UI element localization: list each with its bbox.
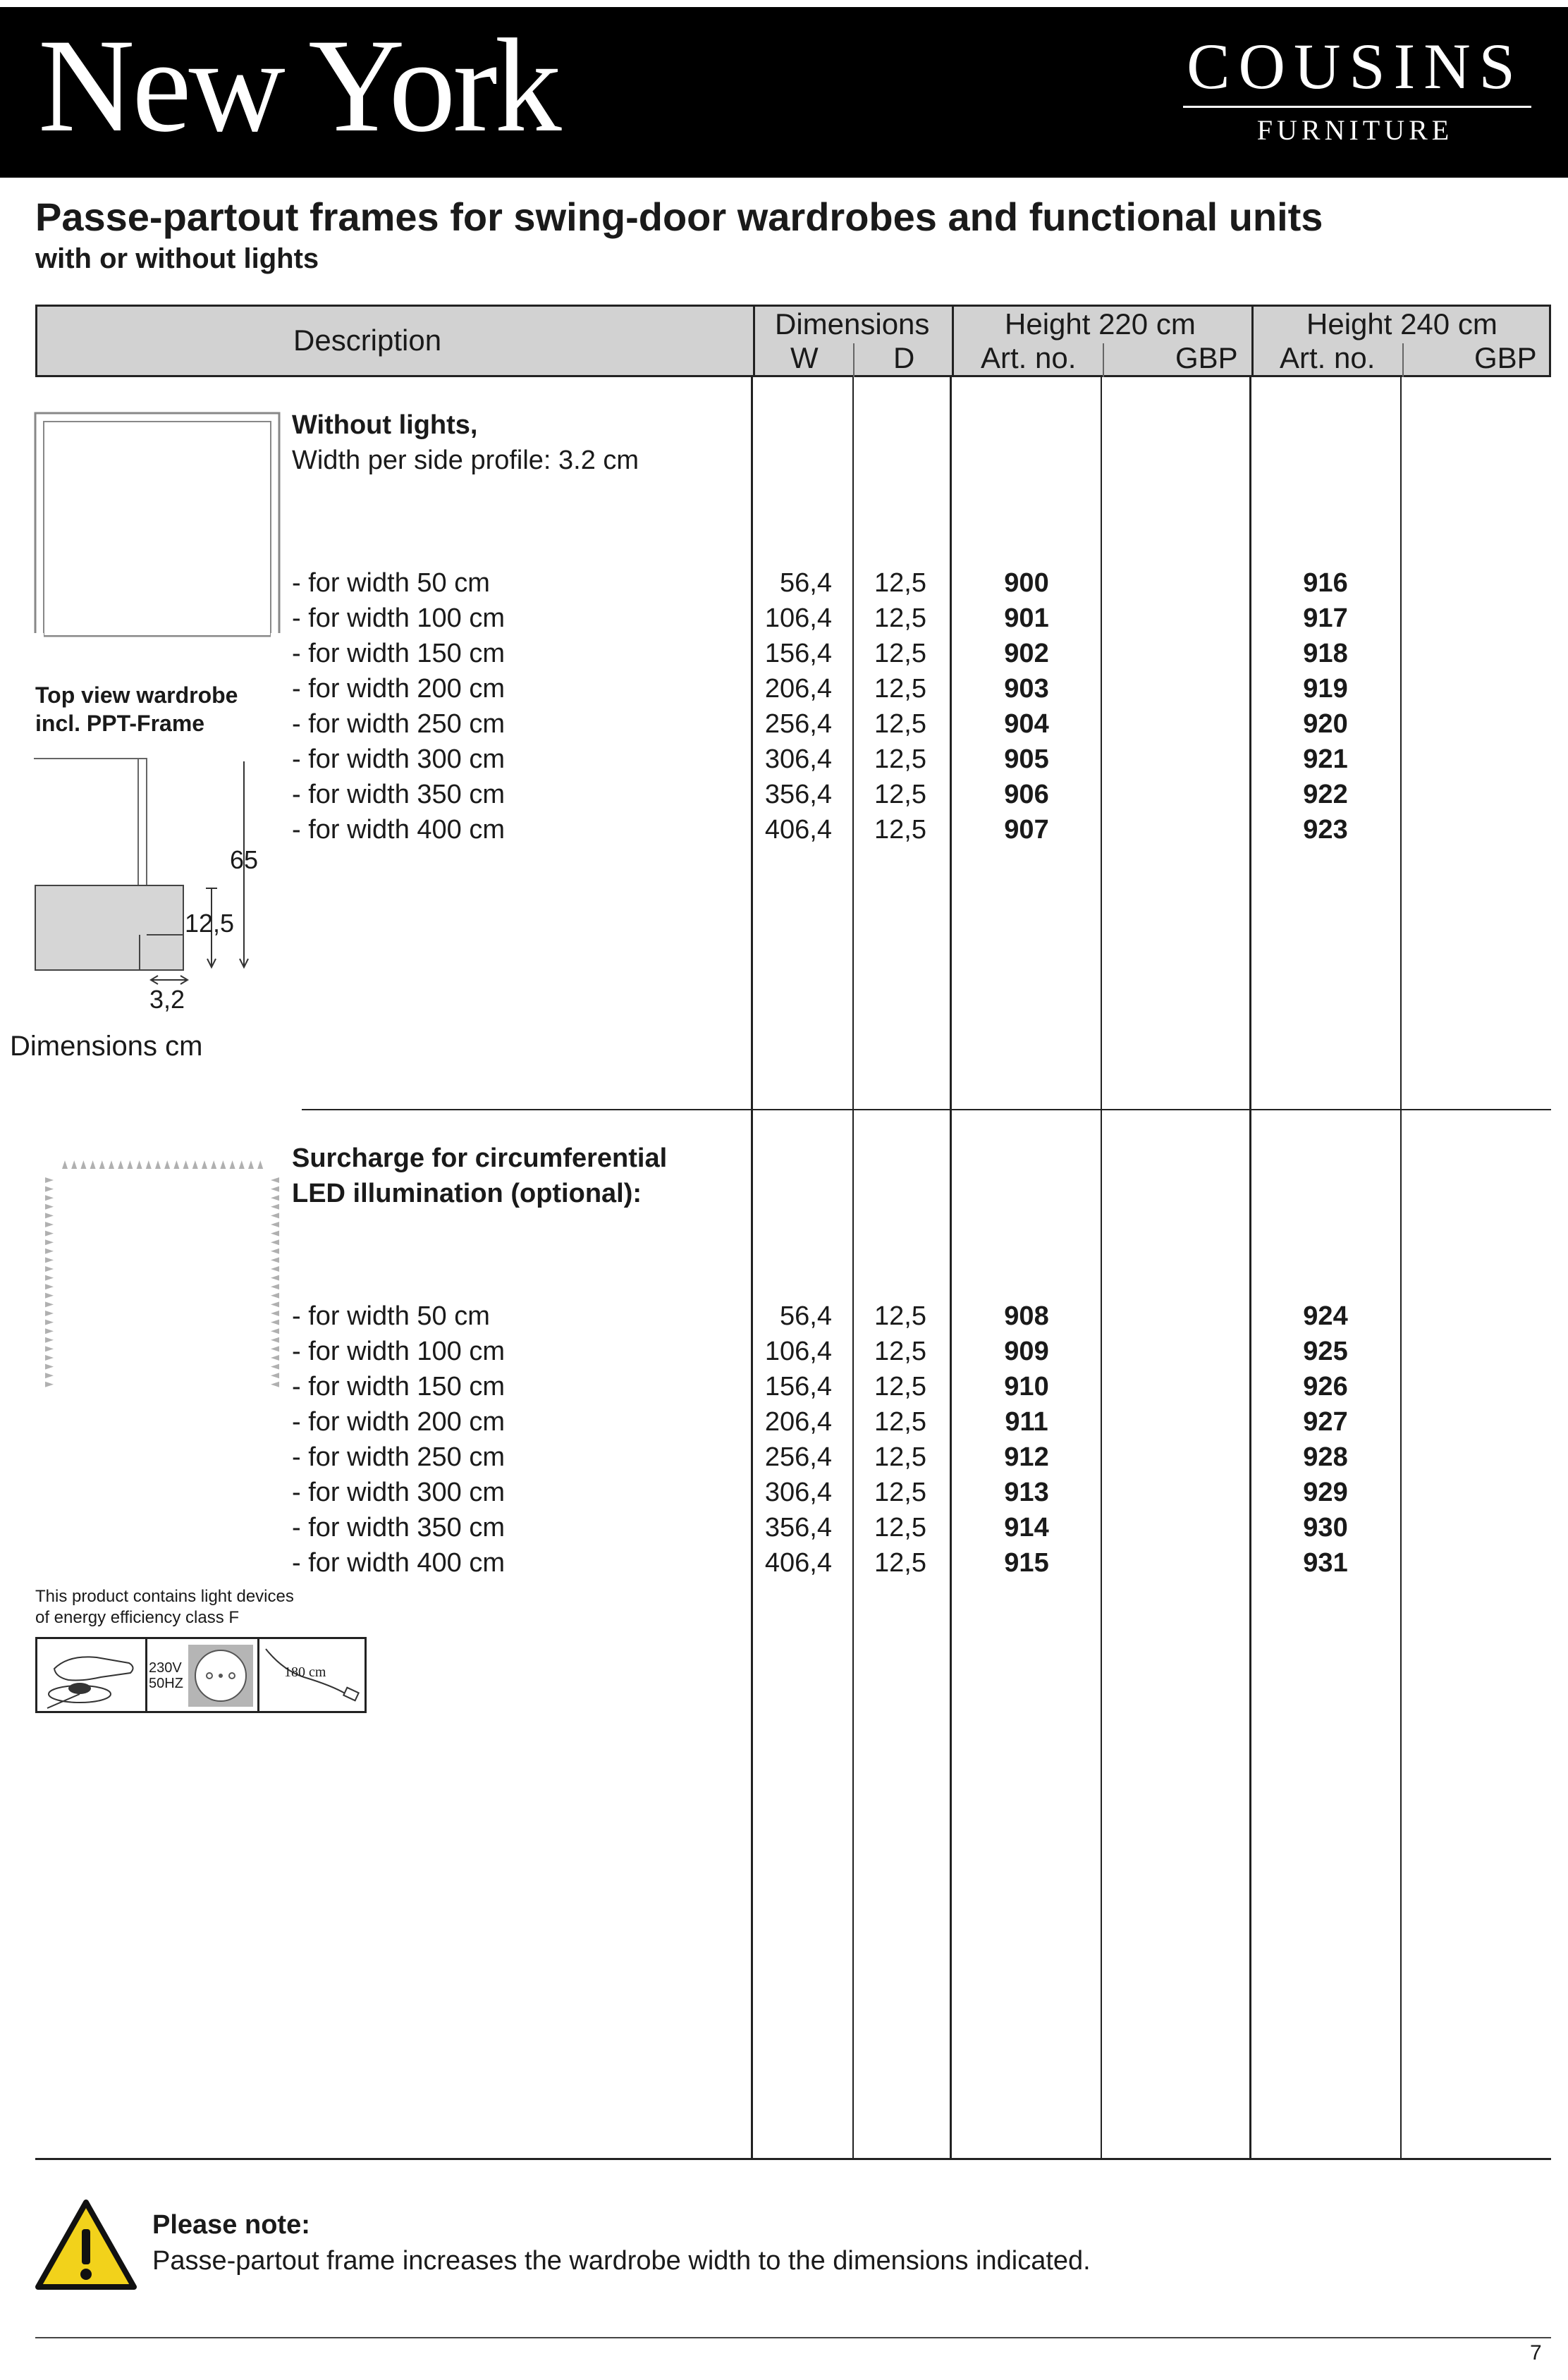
- row-art-no-220: 908: [1004, 1301, 1049, 1331]
- led-mark: [271, 1222, 279, 1227]
- row-depth: 12,5: [874, 639, 926, 668]
- row-art-no-240: 916: [1303, 568, 1348, 598]
- led-mark: [239, 1160, 245, 1169]
- section-divider: [302, 1109, 1551, 1110]
- row-description: - for width 100 cm: [292, 1337, 505, 1366]
- warning-icon: [34, 2198, 138, 2291]
- row-width: 356,4: [764, 780, 832, 809]
- row-art-no-240: 924: [1303, 1301, 1348, 1331]
- width-arrow-icon: [149, 974, 189, 986]
- led-mark: [257, 1160, 263, 1169]
- section-title: Without lights,: [292, 410, 478, 440]
- dimension-12-5-label: 12,5: [185, 909, 235, 938]
- row-art-no-220: 913: [1004, 1478, 1049, 1507]
- led-mark: [271, 1337, 279, 1343]
- row-description: - for width 300 cm: [292, 1478, 505, 1507]
- row-art-no-220: 906: [1004, 780, 1049, 809]
- led-mark: [271, 1275, 279, 1281]
- row-art-no-220: 910: [1004, 1372, 1049, 1401]
- led-mark: [220, 1160, 226, 1169]
- row-description: - for width 400 cm: [292, 1548, 505, 1578]
- frame-illustration: [34, 412, 282, 637]
- col-header-art-220: Art. no.: [981, 341, 1077, 374]
- icon-divider: [145, 1639, 147, 1711]
- col-header-height-220: Height 220 cm: [1005, 307, 1196, 341]
- row-art-no-240: 919: [1303, 674, 1348, 704]
- row-art-no-220: 912: [1004, 1442, 1049, 1472]
- header-divider: [952, 307, 954, 377]
- row-art-no-240: 921: [1303, 744, 1348, 774]
- logo-wordmark: COUSINS: [1187, 30, 1524, 102]
- row-description: - for width 150 cm: [292, 1372, 505, 1401]
- row-description: - for width 100 cm: [292, 603, 505, 633]
- logo-divider: [1183, 106, 1531, 108]
- led-mark: [45, 1213, 54, 1218]
- led-mark: [271, 1186, 279, 1192]
- page-title: Passe-partout frames for swing-door wardrobes and functional units: [35, 195, 1323, 239]
- column-divider: [950, 377, 952, 2160]
- led-mark: [45, 1320, 54, 1325]
- row-art-no-240: 918: [1303, 639, 1348, 668]
- foot-switch-icon: [40, 1642, 143, 1710]
- row-art-no-220: 911: [1005, 1407, 1048, 1437]
- led-mark: [271, 1266, 279, 1272]
- row-width: 306,4: [764, 744, 832, 774]
- led-mark: [271, 1257, 279, 1263]
- row-width: 206,4: [764, 1407, 832, 1437]
- row-depth: 12,5: [874, 744, 926, 774]
- cable-length-label: 180 cm: [284, 1664, 326, 1680]
- row-art-no-220: 914: [1004, 1513, 1049, 1542]
- page-subtitle: with or without lights: [35, 243, 319, 274]
- led-mark: [45, 1177, 54, 1183]
- col-header-height-240: Height 240 cm: [1306, 307, 1497, 341]
- row-depth: 12,5: [874, 1337, 926, 1366]
- table-header: [35, 305, 1551, 377]
- header-divider: [1402, 343, 1404, 377]
- led-mark: [192, 1160, 198, 1169]
- led-mark: [45, 1204, 54, 1210]
- led-mark: [45, 1284, 54, 1289]
- row-depth: 12,5: [874, 568, 926, 598]
- row-art-no-240: 926: [1303, 1372, 1348, 1401]
- row-depth: 12,5: [874, 603, 926, 633]
- row-depth: 12,5: [874, 1513, 926, 1542]
- led-mark: [164, 1160, 170, 1169]
- led-mark: [271, 1239, 279, 1245]
- note-title: Please note:: [152, 2210, 310, 2240]
- led-mark: [90, 1160, 96, 1169]
- col-header-d: D: [893, 341, 915, 374]
- energy-info-line: of energy efficiency class F: [35, 1608, 240, 1627]
- row-art-no-240: 920: [1303, 709, 1348, 739]
- led-mark: [45, 1249, 54, 1254]
- row-description: - for width 50 cm: [292, 568, 490, 598]
- led-mark: [271, 1364, 279, 1370]
- led-mark: [45, 1355, 54, 1361]
- row-art-no-240: 925: [1303, 1337, 1348, 1366]
- row-description: - for width 200 cm: [292, 674, 505, 704]
- top-view-label: incl. PPT-Frame: [35, 711, 205, 736]
- row-width: 306,4: [764, 1478, 832, 1507]
- led-mark: [271, 1195, 279, 1201]
- row-art-no-240: 931: [1303, 1548, 1348, 1578]
- led-mark: [271, 1284, 279, 1289]
- column-divider: [1400, 377, 1402, 2160]
- icon-divider: [257, 1639, 259, 1711]
- led-mark: [62, 1160, 68, 1169]
- socket-icon: [188, 1645, 253, 1707]
- row-art-no-240: 930: [1303, 1513, 1348, 1542]
- led-mark: [45, 1293, 54, 1299]
- row-depth: 12,5: [874, 674, 926, 704]
- led-mark: [45, 1257, 54, 1263]
- led-mark: [45, 1195, 54, 1201]
- row-art-no-220: 915: [1004, 1548, 1049, 1578]
- led-mark: [45, 1301, 54, 1307]
- led-mark: [230, 1160, 235, 1169]
- led-mark: [45, 1364, 54, 1370]
- row-depth: 12,5: [874, 1407, 926, 1437]
- row-description: - for width 250 cm: [292, 709, 505, 739]
- led-mark: [137, 1160, 142, 1169]
- row-width: 406,4: [764, 1548, 832, 1578]
- row-depth: 12,5: [874, 1301, 926, 1331]
- led-mark: [271, 1301, 279, 1307]
- led-mark: [271, 1355, 279, 1361]
- led-mark: [118, 1160, 123, 1169]
- led-mark: [45, 1346, 54, 1351]
- row-width: 256,4: [764, 709, 832, 739]
- led-mark: [271, 1213, 279, 1218]
- led-mark: [271, 1177, 279, 1183]
- row-art-no-220: 902: [1004, 639, 1049, 668]
- dimensions-caption: Dimensions cm: [10, 1031, 203, 1062]
- row-width: 106,4: [764, 1337, 832, 1366]
- led-mark: [45, 1266, 54, 1272]
- row-depth: 12,5: [874, 1372, 926, 1401]
- led-mark: [248, 1160, 254, 1169]
- led-mark: [271, 1382, 279, 1387]
- row-width: 406,4: [764, 815, 832, 845]
- logo-subtitle: FURNITURE: [1256, 114, 1454, 146]
- col-header-description: Description: [293, 324, 442, 357]
- led-mark: [155, 1160, 161, 1169]
- row-art-no-220: 904: [1004, 709, 1049, 739]
- row-art-no-220: 903: [1004, 674, 1049, 704]
- row-description: - for width 400 cm: [292, 815, 505, 845]
- footer-rule: [35, 2337, 1551, 2338]
- led-mark: [202, 1160, 207, 1169]
- row-art-no-240: 923: [1303, 815, 1348, 845]
- led-mark: [127, 1160, 133, 1169]
- led-mark: [80, 1160, 86, 1169]
- row-description: - for width 350 cm: [292, 1513, 505, 1542]
- dimension-65-label: 65: [230, 845, 259, 874]
- frequency-label: 50HZ: [149, 1676, 183, 1691]
- led-mark: [271, 1346, 279, 1351]
- led-mark: [45, 1373, 54, 1378]
- row-description: - for width 50 cm: [292, 1301, 490, 1331]
- col-header-art-240: Art. no.: [1280, 341, 1376, 374]
- column-divider: [1249, 377, 1251, 2160]
- row-width: 56,4: [780, 1301, 832, 1331]
- row-depth: 12,5: [874, 815, 926, 845]
- row-description: - for width 200 cm: [292, 1407, 505, 1437]
- led-mark: [183, 1160, 189, 1169]
- led-mark: [45, 1222, 54, 1227]
- collection-title: New York: [38, 12, 559, 160]
- dimension-3-2-label: 3,2: [149, 985, 185, 1014]
- row-width: 256,4: [764, 1442, 832, 1472]
- row-art-no-240: 928: [1303, 1442, 1348, 1472]
- table-bottom-rule: [35, 2158, 1551, 2160]
- row-art-no-240: 929: [1303, 1478, 1348, 1507]
- col-header-gbp-240: GBP: [1474, 341, 1537, 374]
- row-depth: 12,5: [874, 1478, 926, 1507]
- row-art-no-220: 909: [1004, 1337, 1049, 1366]
- led-mark: [271, 1320, 279, 1325]
- top-view-label: Top view wardrobe: [35, 682, 238, 708]
- led-mark: [271, 1311, 279, 1316]
- voltage-label: 230V: [149, 1660, 182, 1676]
- led-mark: [45, 1231, 54, 1237]
- row-art-no-220: 901: [1004, 603, 1049, 633]
- led-mark: [45, 1382, 54, 1387]
- row-width: 56,4: [780, 568, 832, 598]
- led-mark: [45, 1239, 54, 1245]
- led-mark: [271, 1373, 279, 1378]
- led-mark: [271, 1204, 279, 1210]
- col-header-w: W: [790, 341, 819, 374]
- row-width: 106,4: [764, 603, 832, 633]
- led-mark: [45, 1275, 54, 1281]
- energy-icon-strip: [35, 1637, 367, 1713]
- section-title: Surcharge for circumferential: [292, 1143, 668, 1173]
- top-view-diagram: [34, 754, 259, 980]
- note-text: Passe-partout frame increases the wardrobe width to the dimensions indicated.: [152, 2246, 1091, 2276]
- row-width: 156,4: [764, 1372, 832, 1401]
- header-divider: [853, 343, 855, 377]
- row-description: - for width 150 cm: [292, 639, 505, 668]
- section-subtitle: Width per side profile: 3.2 cm: [292, 446, 639, 475]
- row-description: - for width 350 cm: [292, 780, 505, 809]
- led-mark: [211, 1160, 216, 1169]
- row-depth: 12,5: [874, 1442, 926, 1472]
- row-art-no-220: 907: [1004, 815, 1049, 845]
- row-description: - for width 300 cm: [292, 744, 505, 774]
- led-mark: [71, 1160, 77, 1169]
- led-mark: [45, 1328, 54, 1334]
- row-depth: 12,5: [874, 1548, 926, 1578]
- led-mark: [271, 1249, 279, 1254]
- led-mark: [109, 1160, 114, 1169]
- led-mark: [45, 1186, 54, 1192]
- led-frame-illustration: [42, 1156, 282, 1396]
- row-art-no-240: 927: [1303, 1407, 1348, 1437]
- led-mark: [45, 1311, 54, 1316]
- column-divider: [1101, 377, 1102, 2160]
- row-width: 156,4: [764, 639, 832, 668]
- section-subtitle: LED illumination (optional):: [292, 1179, 642, 1208]
- row-depth: 12,5: [874, 709, 926, 739]
- row-art-no-240: 917: [1303, 603, 1348, 633]
- led-mark: [45, 1337, 54, 1343]
- col-header-gbp-220: GBP: [1175, 341, 1238, 374]
- header-divider: [1251, 307, 1254, 377]
- row-art-no-220: 905: [1004, 744, 1049, 774]
- row-width: 206,4: [764, 674, 832, 704]
- energy-info-line: This product contains light devices: [35, 1587, 294, 1606]
- col-header-dimensions: Dimensions: [775, 307, 930, 341]
- row-depth: 12,5: [874, 780, 926, 809]
- row-art-no-220: 900: [1004, 568, 1049, 598]
- page-number: 7: [1530, 2341, 1542, 2364]
- header-divider: [753, 307, 755, 377]
- led-mark: [271, 1293, 279, 1299]
- header-divider: [1103, 343, 1104, 377]
- row-width: 356,4: [764, 1513, 832, 1542]
- led-mark: [173, 1160, 179, 1169]
- led-mark: [271, 1231, 279, 1237]
- row-description: - for width 250 cm: [292, 1442, 505, 1472]
- led-mark: [146, 1160, 152, 1169]
- led-mark: [271, 1328, 279, 1334]
- row-art-no-240: 922: [1303, 780, 1348, 809]
- led-mark: [99, 1160, 105, 1169]
